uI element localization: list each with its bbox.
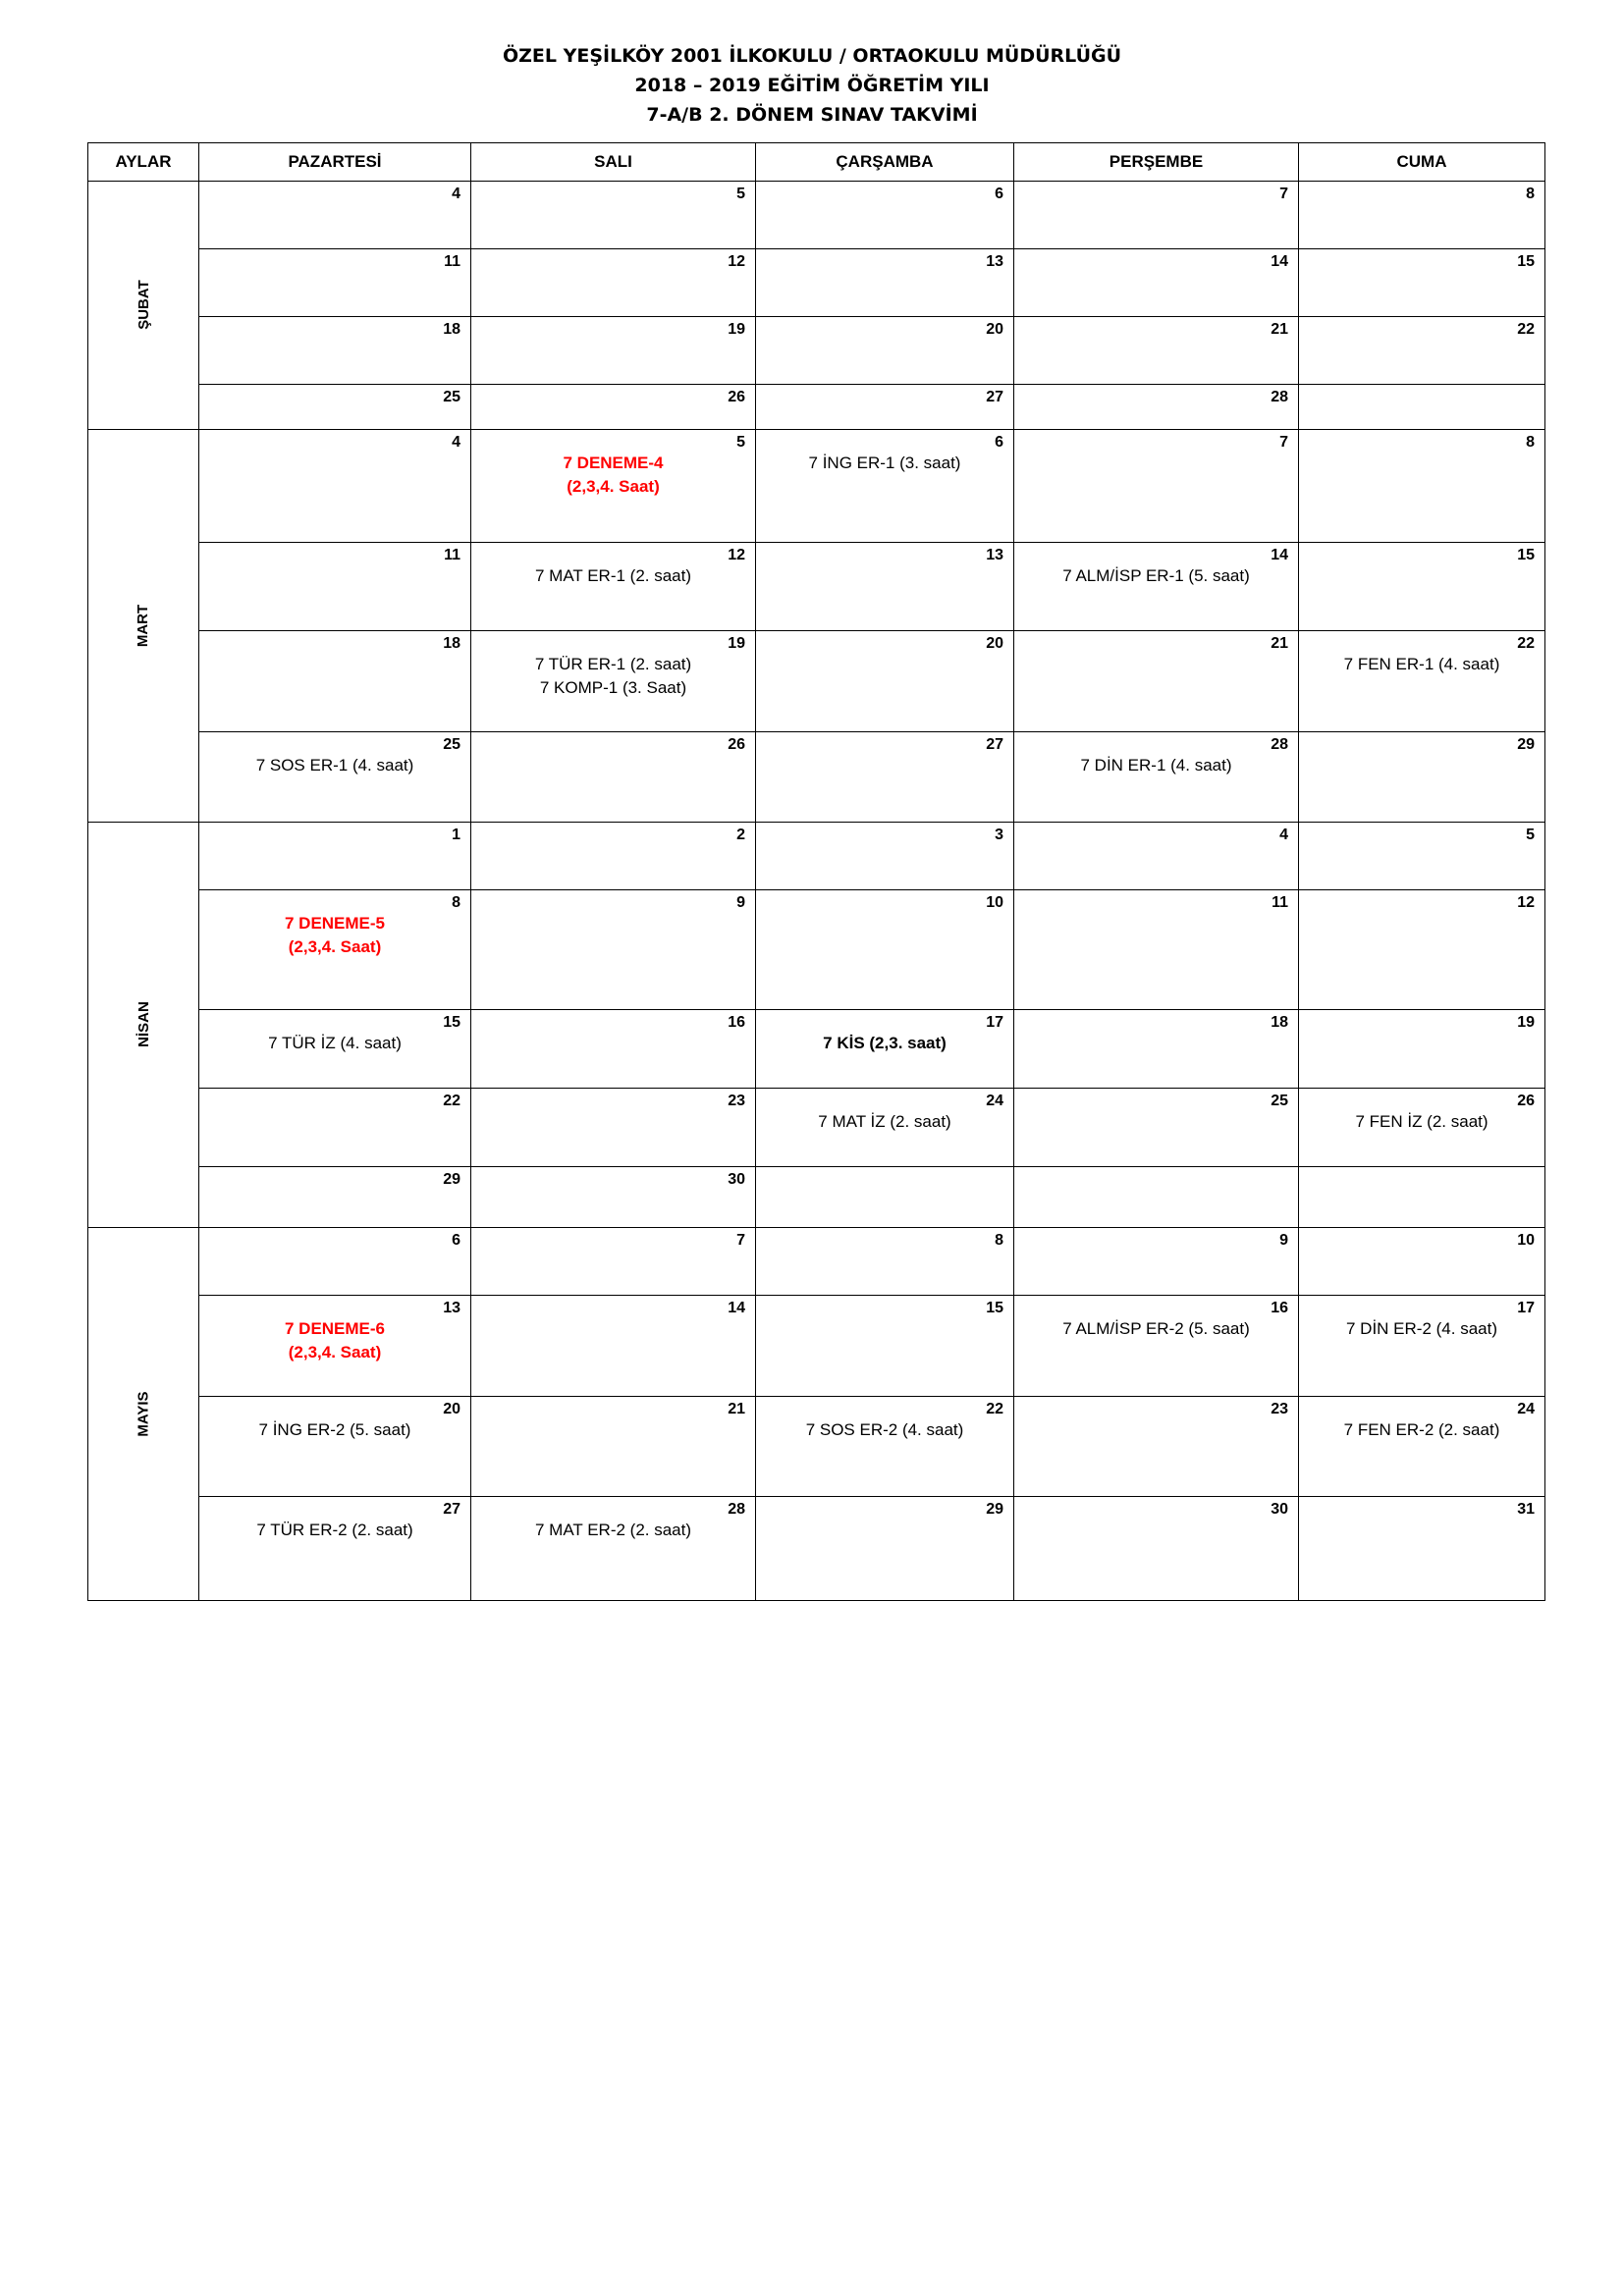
day-number: 21 (1271, 321, 1288, 338)
day-number: 4 (452, 434, 460, 451)
day-number: 18 (443, 635, 460, 652)
day-number: 23 (1271, 1401, 1288, 1417)
week-row (88, 1167, 1545, 1228)
day-cell-tuesday (471, 385, 756, 430)
day-cell-tuesday (471, 249, 756, 317)
day-cell-thursday (1014, 317, 1299, 385)
day-number: 9 (736, 894, 745, 911)
day-cell-friday (1299, 1497, 1545, 1601)
month-name: ŞUBAT (135, 280, 152, 330)
day-number: 27 (986, 389, 1003, 405)
week-row (88, 732, 1545, 823)
day-cell-tuesday (471, 890, 756, 1010)
day-number: 5 (1526, 827, 1535, 843)
day-cell-wednesday (756, 182, 1014, 249)
day-cell-tuesday (471, 1010, 756, 1089)
day-cell-monday (199, 890, 471, 1010)
calendar-body (88, 182, 1545, 1601)
day-cell-wednesday (756, 1397, 1014, 1497)
school-title: ÖZEL YEŞİLKÖY 2001 İLKOKULU / ORTAOKULU MÜDÜRLÜĞÜ (502, 45, 1122, 67)
day-cell-thursday (1014, 182, 1299, 249)
day-number: 18 (1271, 1014, 1288, 1031)
document-header (0, 41, 1624, 130)
day-number: 20 (986, 321, 1003, 338)
day-cell-thursday (1014, 1010, 1299, 1089)
day-number: 24 (986, 1093, 1003, 1109)
day-number: 16 (728, 1014, 745, 1031)
month-name: MAYIS (135, 1390, 152, 1437)
day-cell-monday (199, 317, 471, 385)
exam-entry: 7 MAT İZ (2. saat) (818, 1112, 951, 1131)
day-number: 15 (986, 1300, 1003, 1316)
day-cell-wednesday (756, 732, 1014, 823)
day-number: 21 (728, 1401, 745, 1417)
day-cell-wednesday (756, 823, 1014, 890)
day-cell-thursday (1014, 1167, 1299, 1228)
day-cell-thursday (1014, 631, 1299, 732)
day-cell-wednesday (756, 1296, 1014, 1397)
month-name: NİSAN (135, 1001, 152, 1047)
day-number: 24 (1517, 1401, 1535, 1417)
day-cell-friday (1299, 1167, 1545, 1228)
column-header-wednesday: ÇARŞAMBA (756, 143, 1014, 182)
day-cell-friday (1299, 631, 1545, 732)
month-name: MART (135, 604, 152, 647)
day-number: 22 (1517, 321, 1535, 338)
week-row (88, 543, 1545, 631)
day-number: 19 (728, 321, 745, 338)
exam-entry: 7 SOS ER-2 (4. saat) (805, 1420, 964, 1439)
day-number: 7 (1279, 434, 1288, 451)
day-number: 22 (1517, 635, 1535, 652)
day-number: 16 (1271, 1300, 1288, 1316)
day-cell-friday (1299, 1089, 1545, 1167)
day-cell-thursday (1014, 1397, 1299, 1497)
calendar-header (88, 143, 1545, 182)
day-cell-thursday (1014, 249, 1299, 317)
day-number: 5 (736, 434, 745, 451)
day-cell-thursday (1014, 732, 1299, 823)
day-number: 31 (1517, 1501, 1535, 1518)
day-number: 14 (1271, 547, 1288, 563)
day-number: 8 (1526, 186, 1535, 202)
exam-entry: 7 MAT ER-1 (2. saat) (534, 566, 692, 585)
day-cell-thursday (1014, 1228, 1299, 1296)
day-number: 25 (443, 736, 460, 753)
day-cell-tuesday (471, 1089, 756, 1167)
day-number: 19 (728, 635, 745, 652)
exam-entry: 7 DİN ER-2 (4. saat) (1346, 1319, 1497, 1338)
month-label-cell (88, 1228, 199, 1601)
day-number: 22 (443, 1093, 460, 1109)
day-number: 7 (736, 1232, 745, 1249)
month-label-cell (88, 430, 199, 823)
week-row (88, 1089, 1545, 1167)
column-header-friday: CUMA (1299, 143, 1545, 182)
day-cell-thursday (1014, 1296, 1299, 1397)
day-number: 13 (986, 547, 1003, 563)
day-number: 20 (986, 635, 1003, 652)
day-cell-thursday (1014, 1497, 1299, 1601)
day-cell-monday (199, 631, 471, 732)
week-row (88, 385, 1545, 430)
day-cell-wednesday (756, 249, 1014, 317)
day-cell-wednesday (756, 890, 1014, 1010)
exam-entry: 7 DENEME-5 (284, 914, 386, 933)
day-number: 27 (986, 736, 1003, 753)
day-cell-tuesday (471, 317, 756, 385)
exam-entry: 7 FEN ER-1 (4. saat) (1343, 655, 1500, 673)
exam-entry: 7 ALM/İSP ER-2 (5. saat) (1062, 1319, 1250, 1338)
day-number: 26 (728, 389, 745, 405)
day-cell-tuesday (471, 182, 756, 249)
day-cell-tuesday (471, 823, 756, 890)
day-cell-friday (1299, 385, 1545, 430)
day-cell-tuesday (471, 732, 756, 823)
day-cell-friday (1299, 890, 1545, 1010)
day-number: 4 (452, 186, 460, 202)
day-cell-tuesday (471, 1167, 756, 1228)
exam-entry: (2,3,4. Saat) (288, 937, 382, 956)
day-number: 25 (443, 389, 460, 405)
day-number: 4 (1279, 827, 1288, 843)
day-cell-monday (199, 1228, 471, 1296)
day-cell-monday (199, 182, 471, 249)
day-cell-tuesday (471, 543, 756, 631)
exam-calendar-table (87, 142, 1545, 1601)
day-cell-thursday (1014, 823, 1299, 890)
day-cell-tuesday (471, 1296, 756, 1397)
exam-entry: 7 DİN ER-1 (4. saat) (1080, 756, 1232, 774)
day-number: 10 (1517, 1232, 1535, 1249)
day-cell-wednesday (756, 1089, 1014, 1167)
day-cell-wednesday (756, 317, 1014, 385)
day-number: 13 (443, 1300, 460, 1316)
day-number: 23 (728, 1093, 745, 1109)
day-cell-friday (1299, 182, 1545, 249)
column-header-months: AYLAR (88, 143, 199, 182)
day-number: 1 (452, 827, 460, 843)
week-row (88, 1010, 1545, 1089)
week-row (88, 823, 1545, 890)
day-number: 12 (728, 253, 745, 270)
day-cell-friday (1299, 430, 1545, 543)
exam-entry: 7 TÜR İZ (4. saat) (268, 1034, 402, 1052)
exam-entry: 7 TÜR ER-1 (2. saat) (534, 655, 692, 673)
day-cell-thursday (1014, 385, 1299, 430)
week-row (88, 1296, 1545, 1397)
day-cell-friday (1299, 317, 1545, 385)
day-number: 12 (728, 547, 745, 563)
day-number: 26 (728, 736, 745, 753)
day-cell-monday (199, 430, 471, 543)
day-number: 17 (1517, 1300, 1535, 1316)
exam-entry: 7 FEN İZ (2. saat) (1355, 1112, 1489, 1131)
day-number: 28 (1271, 389, 1288, 405)
day-number: 17 (986, 1014, 1003, 1031)
day-number: 27 (443, 1501, 460, 1518)
day-cell-tuesday (471, 631, 756, 732)
day-number: 29 (986, 1501, 1003, 1518)
month-label-cell (88, 182, 199, 430)
day-number: 8 (452, 894, 460, 911)
day-cell-thursday (1014, 1089, 1299, 1167)
day-cell-monday (199, 1010, 471, 1089)
day-number: 6 (995, 186, 1003, 202)
week-row (88, 430, 1545, 543)
day-cell-thursday (1014, 543, 1299, 631)
header-row (88, 143, 1545, 182)
day-cell-wednesday (756, 1167, 1014, 1228)
day-cell-friday (1299, 1228, 1545, 1296)
day-cell-friday (1299, 543, 1545, 631)
exam-entry: (2,3,4. Saat) (567, 477, 660, 496)
day-cell-friday (1299, 732, 1545, 823)
day-cell-friday (1299, 249, 1545, 317)
month-label-cell (88, 823, 199, 1228)
schedule-title: 7-A/B 2. DÖNEM SINAV TAKVİMİ (646, 104, 978, 126)
day-cell-wednesday (756, 385, 1014, 430)
week-row (88, 317, 1545, 385)
day-number: 9 (1279, 1232, 1288, 1249)
day-number: 8 (1526, 434, 1535, 451)
day-number: 10 (986, 894, 1003, 911)
day-number (1014, 1167, 1298, 1189)
day-number: 5 (736, 186, 745, 202)
day-number: 21 (1271, 635, 1288, 652)
day-cell-monday (199, 732, 471, 823)
day-cell-friday (1299, 1296, 1545, 1397)
exam-entry: 7 ALM/İSP ER-1 (5. saat) (1062, 566, 1250, 585)
day-number (1299, 385, 1544, 406)
day-cell-tuesday (471, 1497, 756, 1601)
day-cell-monday (199, 1167, 471, 1228)
day-cell-friday (1299, 1397, 1545, 1497)
exam-entry: 7 DENEME-6 (284, 1319, 386, 1338)
day-number: 12 (1517, 894, 1535, 911)
day-number: 14 (728, 1300, 745, 1316)
day-number: 30 (728, 1171, 745, 1188)
day-number: 6 (995, 434, 1003, 451)
day-cell-monday (199, 543, 471, 631)
day-cell-wednesday (756, 543, 1014, 631)
day-number: 29 (1517, 736, 1535, 753)
day-cell-thursday (1014, 430, 1299, 543)
exam-entry: 7 MAT ER-2 (2. saat) (534, 1521, 692, 1539)
column-header-thursday: PERŞEMBE (1014, 143, 1299, 182)
day-number: 13 (986, 253, 1003, 270)
day-number (1299, 1167, 1544, 1189)
week-row (88, 1497, 1545, 1601)
day-number: 19 (1517, 1014, 1535, 1031)
exam-entry: 7 İNG ER-2 (5. saat) (258, 1420, 411, 1439)
day-cell-friday (1299, 823, 1545, 890)
day-cell-tuesday (471, 1228, 756, 1296)
academic-year: 2018 – 2019 EĞİTİM ÖĞRETİM YILI (634, 75, 990, 96)
day-cell-wednesday (756, 1228, 1014, 1296)
week-row (88, 890, 1545, 1010)
day-number: 18 (443, 321, 460, 338)
day-cell-monday (199, 249, 471, 317)
day-number: 14 (1271, 253, 1288, 270)
day-number: 6 (452, 1232, 460, 1249)
day-number: 22 (986, 1401, 1003, 1417)
day-cell-wednesday (756, 1497, 1014, 1601)
day-cell-wednesday (756, 631, 1014, 732)
day-number: 8 (995, 1232, 1003, 1249)
day-number: 28 (728, 1501, 745, 1518)
day-number (756, 1167, 1013, 1189)
week-row (88, 631, 1545, 732)
day-number: 15 (1517, 547, 1535, 563)
day-cell-tuesday (471, 1397, 756, 1497)
day-number: 15 (1517, 253, 1535, 270)
day-cell-monday (199, 1296, 471, 1397)
day-number: 11 (1272, 894, 1288, 911)
day-cell-monday (199, 1497, 471, 1601)
day-cell-monday (199, 823, 471, 890)
exam-entry: 7 KOMP-1 (3. Saat) (539, 678, 687, 697)
day-cell-thursday (1014, 890, 1299, 1010)
week-row (88, 249, 1545, 317)
week-row (88, 182, 1545, 249)
day-cell-wednesday (756, 430, 1014, 543)
day-cell-monday (199, 385, 471, 430)
column-header-tuesday: SALI (471, 143, 756, 182)
day-number: 11 (444, 253, 460, 270)
exam-entry: 7 FEN ER-2 (2. saat) (1343, 1420, 1500, 1439)
day-number: 2 (736, 827, 745, 843)
day-number: 25 (1271, 1093, 1288, 1109)
day-number: 30 (1271, 1501, 1288, 1518)
day-cell-wednesday (756, 1010, 1014, 1089)
day-number: 3 (995, 827, 1003, 843)
exam-entry: 7 DENEME-4 (563, 454, 664, 472)
exam-entry: 7 İNG ER-1 (3. saat) (808, 454, 961, 472)
day-number: 15 (443, 1014, 460, 1031)
exam-entry: (2,3,4. Saat) (288, 1343, 382, 1362)
day-cell-friday (1299, 1010, 1545, 1089)
week-row (88, 1228, 1545, 1296)
day-number: 11 (444, 547, 460, 563)
exam-entry: 7 KİS (2,3. saat) (823, 1034, 947, 1052)
day-cell-tuesday (471, 430, 756, 543)
exam-entry: 7 TÜR ER-2 (2. saat) (256, 1521, 413, 1539)
day-cell-monday (199, 1089, 471, 1167)
column-header-monday: PAZARTESİ (199, 143, 471, 182)
day-number: 28 (1271, 736, 1288, 753)
day-number: 20 (443, 1401, 460, 1417)
week-row (88, 1397, 1545, 1497)
exam-entry: 7 SOS ER-1 (4. saat) (255, 756, 414, 774)
day-number: 29 (443, 1171, 460, 1188)
day-number: 7 (1279, 186, 1288, 202)
day-number: 26 (1517, 1093, 1535, 1109)
day-cell-monday (199, 1397, 471, 1497)
